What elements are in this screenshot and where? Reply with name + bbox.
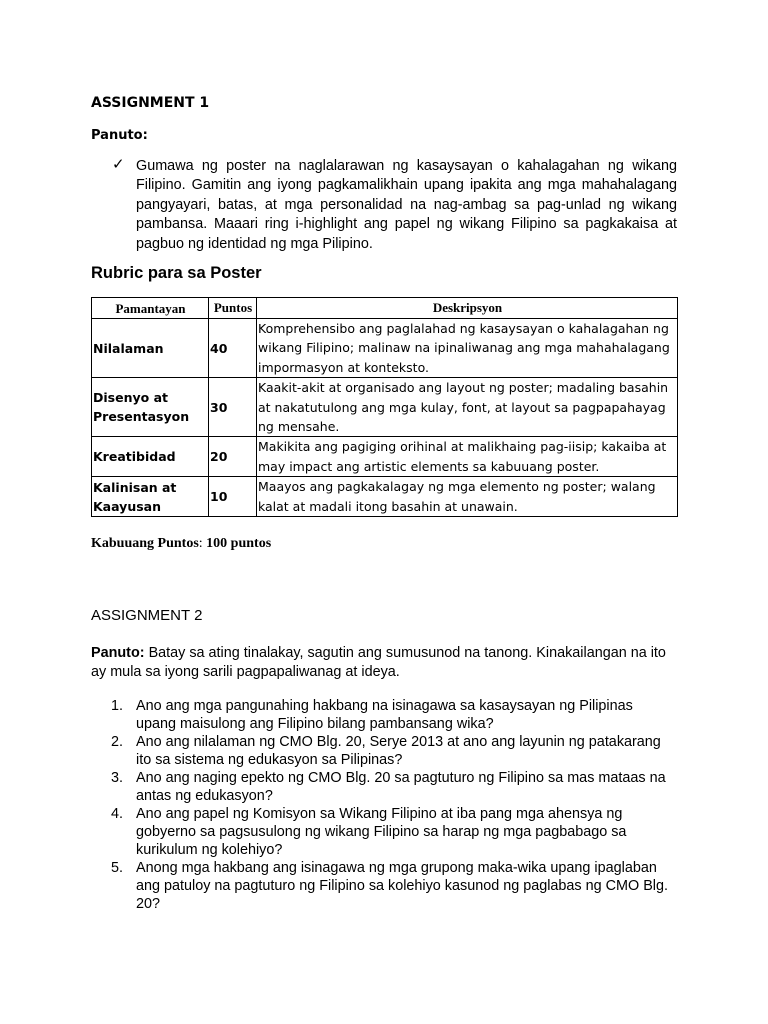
total-value: 100 puntos [206, 536, 272, 551]
list-item [111, 697, 686, 733]
criterion-cell: Disenyo at Presentasyon [92, 378, 209, 437]
question-text: Ano ang naging epekto ng CMO Blg. 20 sa pagtuturo ng Filipino sa mas mataas na antas ng edukasyon? [136, 770, 666, 804]
header-puntos: Puntos [209, 298, 257, 319]
question-number: 2. [111, 734, 124, 750]
criterion-cell: Kreatibidad [92, 437, 209, 477]
table-row [92, 378, 678, 437]
rubric-header-row [92, 298, 678, 319]
criterion-cell: Kalinisan at Kaayusan [92, 477, 209, 517]
assignment2-panuto-label: Panuto: [91, 645, 145, 661]
description-cell: Maayos ang pagkakalagay ng mga elemento ng poster; walang kalat at madali itong basahin at unawain. [257, 477, 678, 517]
table-row [92, 437, 678, 477]
total-points [91, 536, 271, 552]
total-separator: : [198, 536, 203, 551]
assignment1-instruction: Gumawa ng poster na naglalarawan ng kasaysayan o kahalagahan ng wikang Filipino. Gamitin ang iyong pagkamalikhain upang ipakita ang mga mahahalagang pangyayari, batas, at mga personalidad na nag-ambag sa pag-unlad ng wikang pambansa. Maaari ring i-highlight ang papel ng wikang Filipino sa pagkakaisa at pagbuo ng identidad ng mga Pilipino. [136, 158, 677, 252]
points-cell: 20 [209, 437, 257, 477]
list-item [111, 859, 686, 913]
assignment1-title: ASSIGNMENT 1 [91, 95, 210, 111]
points-cell: 40 [209, 319, 257, 378]
assignment2-title: ASSIGNMENT 2 [91, 607, 203, 624]
description-cell: Makikita ang pagiging orihinal at malikhaing pag-iisip; kakaiba at may impact ang artistic elements sa kabuuang poster. [257, 437, 678, 477]
question-number: 5. [111, 860, 124, 876]
list-item [111, 805, 686, 859]
header-pamantayan: Pamantayan [92, 298, 209, 319]
question-text: Ano ang nilalaman ng CMO Blg. 20, Serye 2013 at ano ang layunin ng patakarang ito sa sistema ng edukasyon sa Pilipinas? [136, 734, 661, 768]
description-cell: Kaakit-akit at organisado ang layout ng poster; madaling basahin at nakatutulong ang mga kulay, font, at layout sa pagpapahayag ng mensahe. [257, 378, 678, 437]
rubric-table [91, 297, 678, 517]
description-cell: Komprehensibo ang paglalahad ng kasaysayan o kahalagahan ng wikang Filipino; malinaw na ipinaliwanag ang mga mahahalagang impormasyon at konteksto. [257, 319, 678, 378]
question-number: 3. [111, 770, 124, 786]
table-row [92, 477, 678, 517]
header-deskripsyon: Deskripsyon [257, 298, 678, 319]
question-list [111, 697, 686, 913]
list-item [111, 769, 686, 805]
question-text: Ano ang papel ng Komisyon sa Wikang Filipino at iba pang mga ahensya ng gobyerno sa pagsusulong ng wikang Filipino sa harap ng mga pagbabago sa kurikulum ng kolehiyo? [136, 806, 627, 858]
criterion-cell: Nilalaman [92, 319, 209, 378]
points-cell: 10 [209, 477, 257, 517]
checkmark-icon: ✓ [112, 156, 125, 173]
assignment2-panuto-text: Batay sa ating tinalakay, sagutin ang sumusunod na tanong. Kinakailangan na ito ay mula sa iyong sarili pagpapaliwanag at ideya. [91, 645, 666, 680]
list-item [111, 733, 686, 769]
assignment1-panuto-label: Panuto: [91, 128, 148, 143]
points-cell: 30 [209, 378, 257, 437]
question-text: Anong mga hakbang ang isinagawa ng mga grupong maka-wika upang ipaglaban ang patuloy na pagtuturo ng Filipino sa kolehiyo kasunod ng paglabas ng CMO Blg. 20? [136, 860, 669, 912]
question-text: Ano ang mga pangunahing hakbang na isinagawa sa kasaysayan ng Pilipinas upang maisulong ang Filipino bilang pambansang wika? [136, 698, 633, 732]
question-number: 4. [111, 806, 124, 822]
rubric-title: Rubric para sa Poster [91, 264, 262, 282]
assignment2-panuto [91, 644, 681, 681]
table-row [92, 319, 678, 378]
question-number: 1. [111, 698, 124, 714]
total-label: Kabuuang Puntos [91, 536, 199, 551]
